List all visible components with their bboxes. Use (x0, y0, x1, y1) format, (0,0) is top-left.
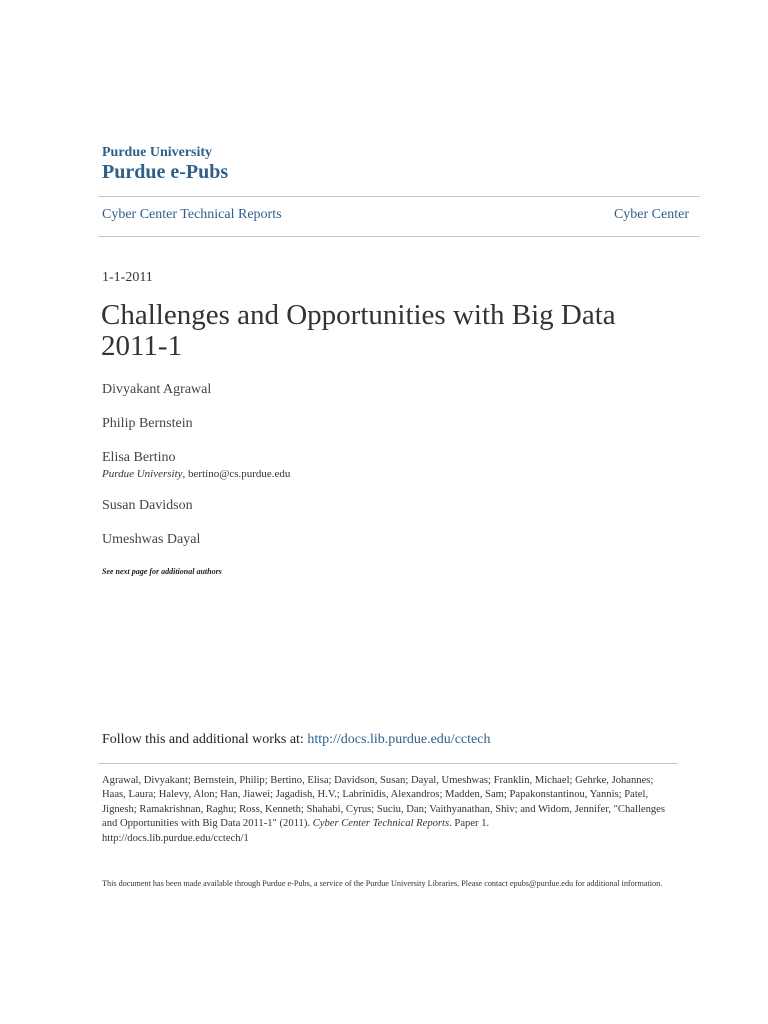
author-entry (102, 449, 662, 481)
document-title: Challenges and Opportunities with Big Data 2011-1 (101, 299, 616, 362)
follow-text: Follow this and additional works at: (102, 732, 308, 747)
author-name: Susan Davidson (102, 498, 193, 513)
divider-nav (98, 236, 700, 237)
citation-block (102, 774, 677, 846)
author-name: Elisa Bertino (102, 450, 176, 465)
author-email: , bertino@cs.purdue.edu (182, 468, 291, 480)
citation-text: Agrawal, Divyakant; Bernstein, Philip; Bertino, Elisa; Davidson, Susan; Dayal, Umeshwas; Franklin, Michael; Gehrke, Johannes; Haas, Laura; Halevy, Alon; Han, Jiawei; Jagadish, H.V.; Labrinidis, Alexandros; Madden, Sam; Papakonstantinou, Yannis; Patel, Jignesh; Ramakrishnan, Raghu; Ross, Kenneth; Shahabi, Cyrus; Suciu, Dan; Vaithyanathan, Shiv; and Widom, Jennifer, "Challenges and Opportunities with Big Data 2011-1" (2011). (102, 775, 666, 830)
follow-link[interactable]: http://docs.lib.purdue.edu/cctech (307, 732, 491, 747)
affiliation-name: Purdue University (102, 468, 183, 480)
follow-line (102, 732, 490, 748)
citation-url[interactable]: http://docs.lib.purdue.edu/cctech/1 (102, 832, 249, 844)
author-entry (102, 381, 662, 399)
divider-top (98, 196, 700, 197)
citation-series: Cyber Center Technical Reports (312, 818, 450, 830)
footer-notice: This document has been made available through Purdue e-Pubs, a service of the Purdue University Libraries. Please contact epubs@purdue.edu for additional information. (102, 879, 663, 888)
author-affiliation (102, 467, 662, 481)
author-entry (102, 415, 662, 433)
center-link[interactable]: Cyber Center (613, 207, 689, 222)
publication-date: 1-1-2011 (102, 270, 153, 285)
citation-paper: . Paper 1. (449, 818, 490, 830)
repository-name[interactable]: Purdue e-Pubs (102, 161, 229, 183)
author-list (102, 381, 662, 565)
additional-authors-note: See next page for additional authors (102, 567, 222, 576)
author-name: Umeshwas Dayal (102, 532, 201, 547)
divider-citation (98, 763, 678, 764)
institution-name: Purdue University (102, 145, 213, 160)
series-link[interactable]: Cyber Center Technical Reports (102, 207, 282, 222)
author-entry (102, 531, 662, 549)
author-entry (102, 497, 662, 515)
author-name: Divyakant Agrawal (102, 382, 212, 397)
author-name: Philip Bernstein (102, 416, 193, 431)
